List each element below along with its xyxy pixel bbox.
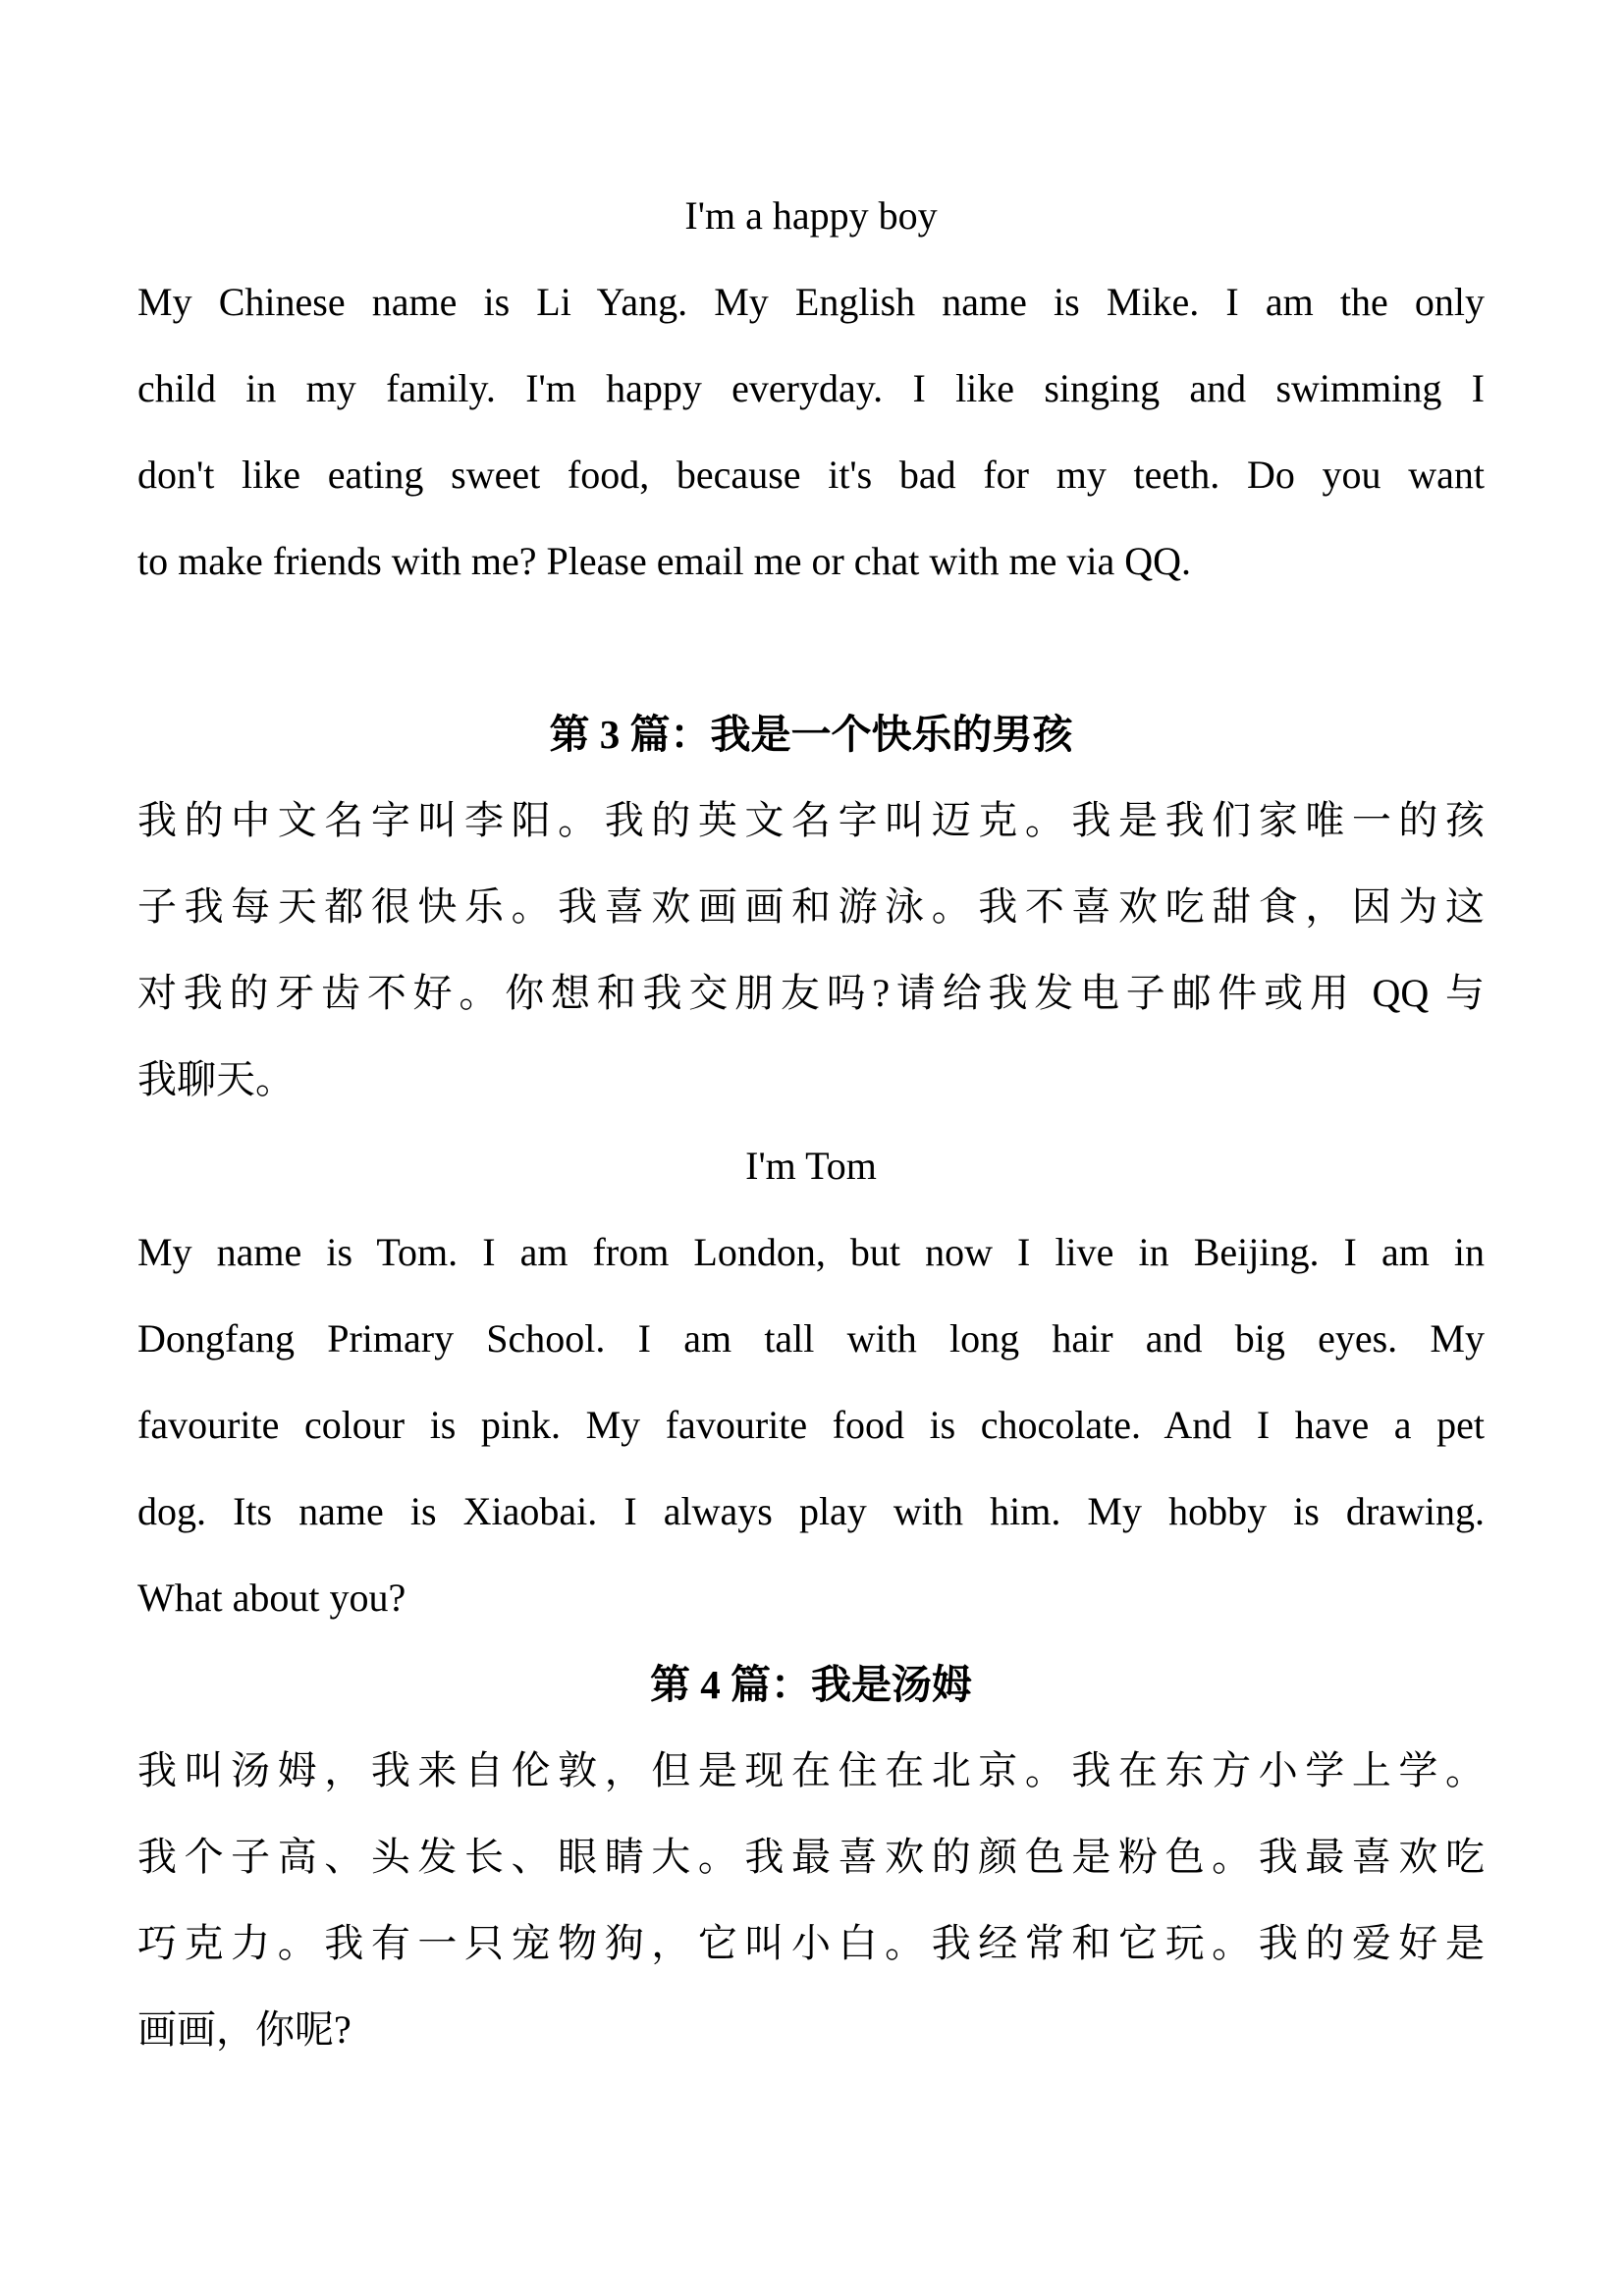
- text-line: What about you?: [137, 1575, 406, 1620]
- text-line: child in my family. I'm happy everyday. I like singing and swimming I: [137, 366, 1485, 410]
- text-line: 巧克力。我有一只宠物狗，它叫小白。我经常和它玩。我的爱好是: [137, 1921, 1485, 1965]
- blank-line: [137, 605, 1485, 691]
- text-line: My name is Tom. I am from London, but now I live in Beijing. I am in: [137, 1230, 1485, 1274]
- text-line: 对我的牙齿不好。你想和我交朋友吗?请给我发电子邮件或用 QQ 与: [137, 971, 1485, 1015]
- text-line: Dongfang Primary School. I am tall with long hair and big eyes. My: [137, 1316, 1485, 1361]
- passage-para-en-2: [137, 1209, 1485, 1641]
- passage-title-en-2: I'm Tom: [745, 1144, 877, 1188]
- passage-para-en-1: [137, 259, 1485, 605]
- text-line: My Chinese name is Li Yang. My English name is Mike. I am the only: [137, 280, 1485, 324]
- passage-heading-zh-1: 第 3 篇：我是一个快乐的男孩: [549, 712, 1073, 757]
- passage-heading-zh-2: 第 4 篇：我是汤姆: [650, 1662, 972, 1707]
- text-line: to make friends with me? Please email me or chat with me via QQ.: [137, 539, 1192, 583]
- text-line: favourite colour is pink. My favourite food is chocolate. And I have a pet: [137, 1403, 1485, 1447]
- text-line: 我叫汤姆，我来自伦敦，但是现在住在北京。我在东方小学上学。: [137, 1748, 1485, 1792]
- text-line: 我聊天。: [137, 1057, 295, 1101]
- text-line: 我的中文名字叫李阳。我的英文名字叫迈克。我是我们家唯一的孩: [137, 798, 1485, 842]
- text-line: 我个子高、头发长、眼睛大。我最喜欢的颜色是粉色。我最喜欢吃: [137, 1835, 1485, 1879]
- text-line: dog. Its name is Xiaobai. I always play with him. My hobby is drawing.: [137, 1489, 1485, 1533]
- text-line: 子我每天都很快乐。我喜欢画画和游泳。我不喜欢吃甜食，因为这: [137, 884, 1485, 929]
- text-line: 画画，你呢?: [137, 2007, 352, 2052]
- text-line: don't like eating sweet food, because it's bad for my teeth. Do you want: [137, 453, 1485, 497]
- passage-para-zh-1: [137, 777, 1485, 1123]
- passage-para-zh-2: [137, 1728, 1485, 2073]
- passage-title-en-1: I'm a happy boy: [684, 193, 938, 238]
